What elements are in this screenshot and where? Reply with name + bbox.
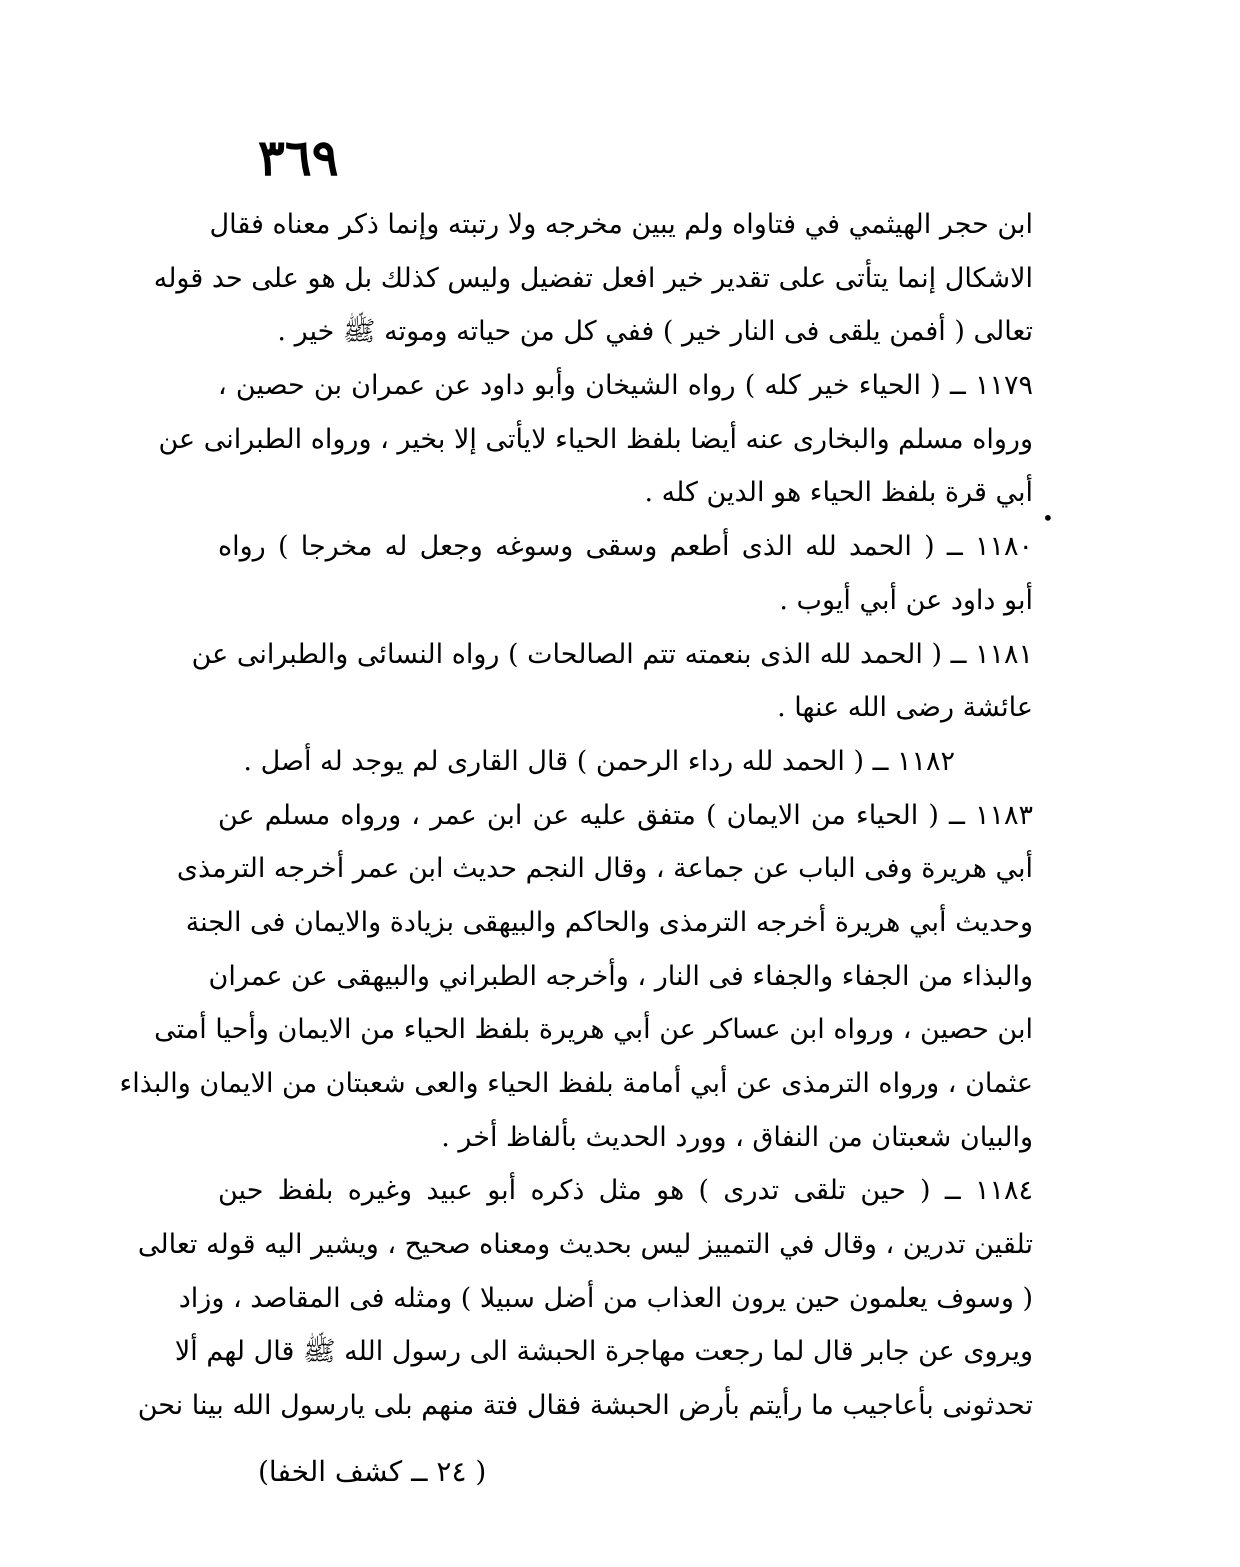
- text-line: تحدثونى بأعاجيب ما رأيتم بأرض الحبشة فقال فتة منهم بلى يارسول الله بينا نحن: [137, 1390, 1033, 1422]
- body-text: [119, 198, 1033, 1433]
- footer-signature: ( ٢٤ ــ كشف الخفا): [258, 1455, 487, 1488]
- text-line: عثمان ، ورواه الترمذى عن أبي أمامة بلفظ الحياء والعى شعبتان من الايمان والبذاء: [119, 1068, 1033, 1099]
- text-line: الاشكال إنما يتأتى على تقدير خير افعل تفضيل وليس كذلك بل هو على حد قوله: [153, 262, 1033, 294]
- text-line: تلقين تدرين ، وقال في التمييز ليس بحديث ومعناه صحيح ، ويشير اليه قوله تعالى: [137, 1229, 1033, 1261]
- text-line: وحديث أبي هريرة أخرجه الترمذى والحاكم والبيهقى بزيادة والايمان فى الجنة: [185, 906, 1033, 938]
- text-line: ويروى عن جابر قال لما رجعت مهاجرة الحبشة الى رسول الله ﷺ قال لهم ألا: [174, 1336, 1033, 1368]
- text-line: أبي هريرة وفى الباب عن جماعة ، وقال النجم حديث ابن عمر أخرجه الترمذى: [176, 853, 1033, 885]
- margin-mark: •: [1042, 506, 1054, 530]
- text-line: والبذاء من الجفاء والجفاء فى النار ، وأخرجه الطبراني والبيهقى عن عمران: [208, 960, 1033, 992]
- text-line: ( وسوف يعلمون حين يرون العذاب من أضل سبيلا ) ومثله فى المقاصد ، وزاد: [178, 1282, 1033, 1314]
- text-line: والبيان شعبتان من النفاق ، وورد الحديث بألفاظ أخر .: [441, 1121, 1033, 1153]
- hadith-1180-line: ١١٨٠ ــ ( الحمد لله الذى أطعم وسقى وسوغه وجعل له مخرجا ) رواه: [218, 531, 1033, 563]
- text-line: ابن حجر الهيثمي في فتاواه ولم يبين مخرجه ولا رتبته وإنما ذكر معناه فقال: [209, 209, 1033, 240]
- text-line: أبي قرة بلفظ الحياء هو الدين كله .: [644, 477, 1033, 509]
- hadith-1183-line: ١١٨٣ ــ ( الحياء من الايمان ) متفق عليه عن ابن عمر ، ورواه مسلم عن: [218, 799, 1033, 831]
- hadith-1182-line: ١١٨٢ ــ ( الحمد لله رداء الرحمن ) قال القارى لم يوجد له أصل .: [243, 745, 955, 777]
- hadith-1181-line: ١١٨١ ــ ( الحمد لله الذى بنعمته تتم الصالحات ) رواه النسائى والطبرانى عن: [191, 638, 1033, 670]
- text-line: ابن حصين ، ورواه ابن عساكر عن أبي هريرة بلفظ الحياء من الايمان وأحيا أمتى: [154, 1014, 1033, 1046]
- text-line: أبو داود عن أبي أيوب .: [779, 584, 1033, 616]
- hadith-1179-line: ١١٧٩ ــ ( الحياء خير كله ) رواه الشيخان وأبو داود عن عمران بن حصين ،: [218, 370, 1033, 402]
- page-number: ٣٦٩: [258, 128, 339, 187]
- text-line: تعالى ( أفمن يلقى فى النار خير ) ففي كل من حياته وموته ﷺ خير .: [277, 316, 1033, 348]
- text-line: عائشة رضى الله عنها .: [777, 692, 1033, 724]
- text-line: ورواه مسلم والبخارى عنه أيضا بلفظ الحياء لايأتى إلا بخير ، ورواه الطبرانى عن: [158, 423, 1033, 455]
- hadith-1184-line: ١١٨٤ ــ ( حين تلقى تدرى ) هو مثل ذكره أبو عبيد وغيره بلفظ حين: [218, 1175, 1033, 1207]
